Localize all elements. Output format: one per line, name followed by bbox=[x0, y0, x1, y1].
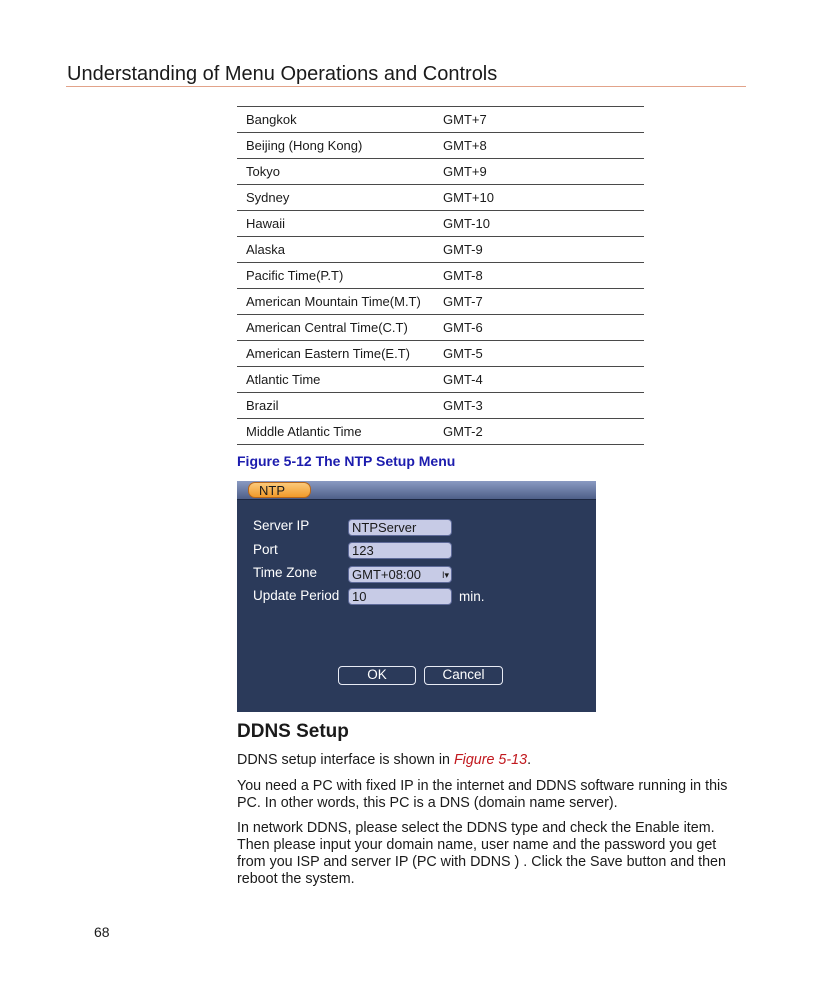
dropdown-arrow-icon[interactable]: I▾ bbox=[441, 570, 449, 580]
table-row bbox=[237, 367, 644, 393]
figure-reference-link[interactable]: Figure 5-13 bbox=[453, 752, 528, 768]
timezone-offset-cell: GMT-4 bbox=[434, 367, 644, 393]
header-rule bbox=[66, 86, 746, 87]
server-ip-label: Server IP bbox=[253, 518, 310, 533]
table-row bbox=[237, 393, 644, 419]
timezone-offset-cell: GMT+9 bbox=[434, 159, 644, 185]
table-row bbox=[237, 263, 644, 289]
timezone-offset-cell: GMT-9 bbox=[434, 237, 644, 263]
update-period-unit: min. bbox=[459, 589, 485, 604]
timezone-city-cell: Brazil bbox=[237, 393, 434, 419]
timezone-city-cell: Atlantic Time bbox=[237, 367, 434, 393]
port-label: Port bbox=[253, 542, 278, 557]
ddns-paragraph-3: In network DDNS, please select the DDNS type and check the Enable item. Then please input your domain name, user name and the password you get from you ISP and server IP (PC with DDNS ) . Click the Save button and then reboot the system. bbox=[237, 820, 726, 887]
timezone-offset-cell: GMT+7 bbox=[434, 107, 644, 133]
p1-text: DDNS setup interface is shown in bbox=[237, 752, 454, 768]
dialog-titlebar bbox=[237, 481, 596, 500]
server-ip-value: NTPServer bbox=[352, 520, 417, 535]
table-row bbox=[237, 419, 644, 445]
table-row bbox=[237, 341, 644, 367]
timezone-city-cell: American Mountain Time(M.T) bbox=[237, 289, 434, 315]
port-field[interactable] bbox=[348, 542, 452, 559]
table-row bbox=[237, 315, 644, 341]
timezone-city-cell: Tokyo bbox=[237, 159, 434, 185]
timezone-offset-cell: GMT-10 bbox=[434, 211, 644, 237]
page-header-title: Understanding of Menu Operations and Controls bbox=[67, 63, 498, 85]
table-row bbox=[237, 159, 644, 185]
timezone-city-cell: Alaska bbox=[237, 237, 434, 263]
timezone-select[interactable] bbox=[348, 566, 452, 583]
ddns-paragraph-2: You need a PC with fixed IP in the internet and DDNS software running in this PC. In other words, this PC is a DNS (domain name server). bbox=[237, 778, 728, 811]
timezone-city-cell: American Eastern Time(E.T) bbox=[237, 341, 434, 367]
timezone-value: GMT+08:00 bbox=[352, 567, 422, 582]
timezone-city-cell: American Central Time(C.T) bbox=[237, 315, 434, 341]
timezone-offset-cell: GMT+8 bbox=[434, 133, 644, 159]
timezone-city-cell: Hawaii bbox=[237, 211, 434, 237]
cancel-button[interactable]: Cancel bbox=[424, 666, 503, 685]
update-period-label: Update Period bbox=[253, 588, 340, 603]
tab-ntp[interactable]: NTP bbox=[248, 482, 311, 498]
update-period-value: 10 bbox=[352, 589, 367, 604]
server-ip-field[interactable] bbox=[348, 519, 452, 536]
timezone-offset-cell: GMT-6 bbox=[434, 315, 644, 341]
timezone-offset-cell: GMT-2 bbox=[434, 419, 644, 445]
timezone-city-cell: Bangkok bbox=[237, 107, 434, 133]
page-number: 68 bbox=[94, 924, 110, 940]
ok-button[interactable]: OK bbox=[338, 666, 416, 685]
table-row bbox=[237, 107, 644, 133]
timezone-label: Time Zone bbox=[253, 565, 318, 580]
timezone-offset-cell: GMT-8 bbox=[434, 263, 644, 289]
update-period-field[interactable] bbox=[348, 588, 452, 605]
table-row bbox=[237, 185, 644, 211]
ddns-paragraph-1 bbox=[237, 752, 737, 769]
timezone-city-cell: Pacific Time(P.T) bbox=[237, 263, 434, 289]
timezone-offset-cell: GMT-3 bbox=[434, 393, 644, 419]
table-row bbox=[237, 237, 644, 263]
p1-end: . bbox=[527, 752, 532, 768]
timezone-table bbox=[237, 106, 644, 445]
figure-caption: Figure 5-12 The NTP Setup Menu bbox=[237, 453, 456, 469]
section-heading-ddns: DDNS Setup bbox=[237, 721, 349, 742]
table-row bbox=[237, 133, 644, 159]
timezone-city-cell: Beijing (Hong Kong) bbox=[237, 133, 434, 159]
timezone-offset-cell: GMT-7 bbox=[434, 289, 644, 315]
timezone-offset-cell: GMT+10 bbox=[434, 185, 644, 211]
timezone-offset-cell: GMT-5 bbox=[434, 341, 644, 367]
timezone-city-cell: Middle Atlantic Time bbox=[237, 419, 434, 445]
table-row bbox=[237, 211, 644, 237]
port-value: 123 bbox=[352, 543, 374, 558]
timezone-city-cell: Sydney bbox=[237, 185, 434, 211]
table-row bbox=[237, 289, 644, 315]
ntp-setup-dialog bbox=[237, 481, 596, 712]
